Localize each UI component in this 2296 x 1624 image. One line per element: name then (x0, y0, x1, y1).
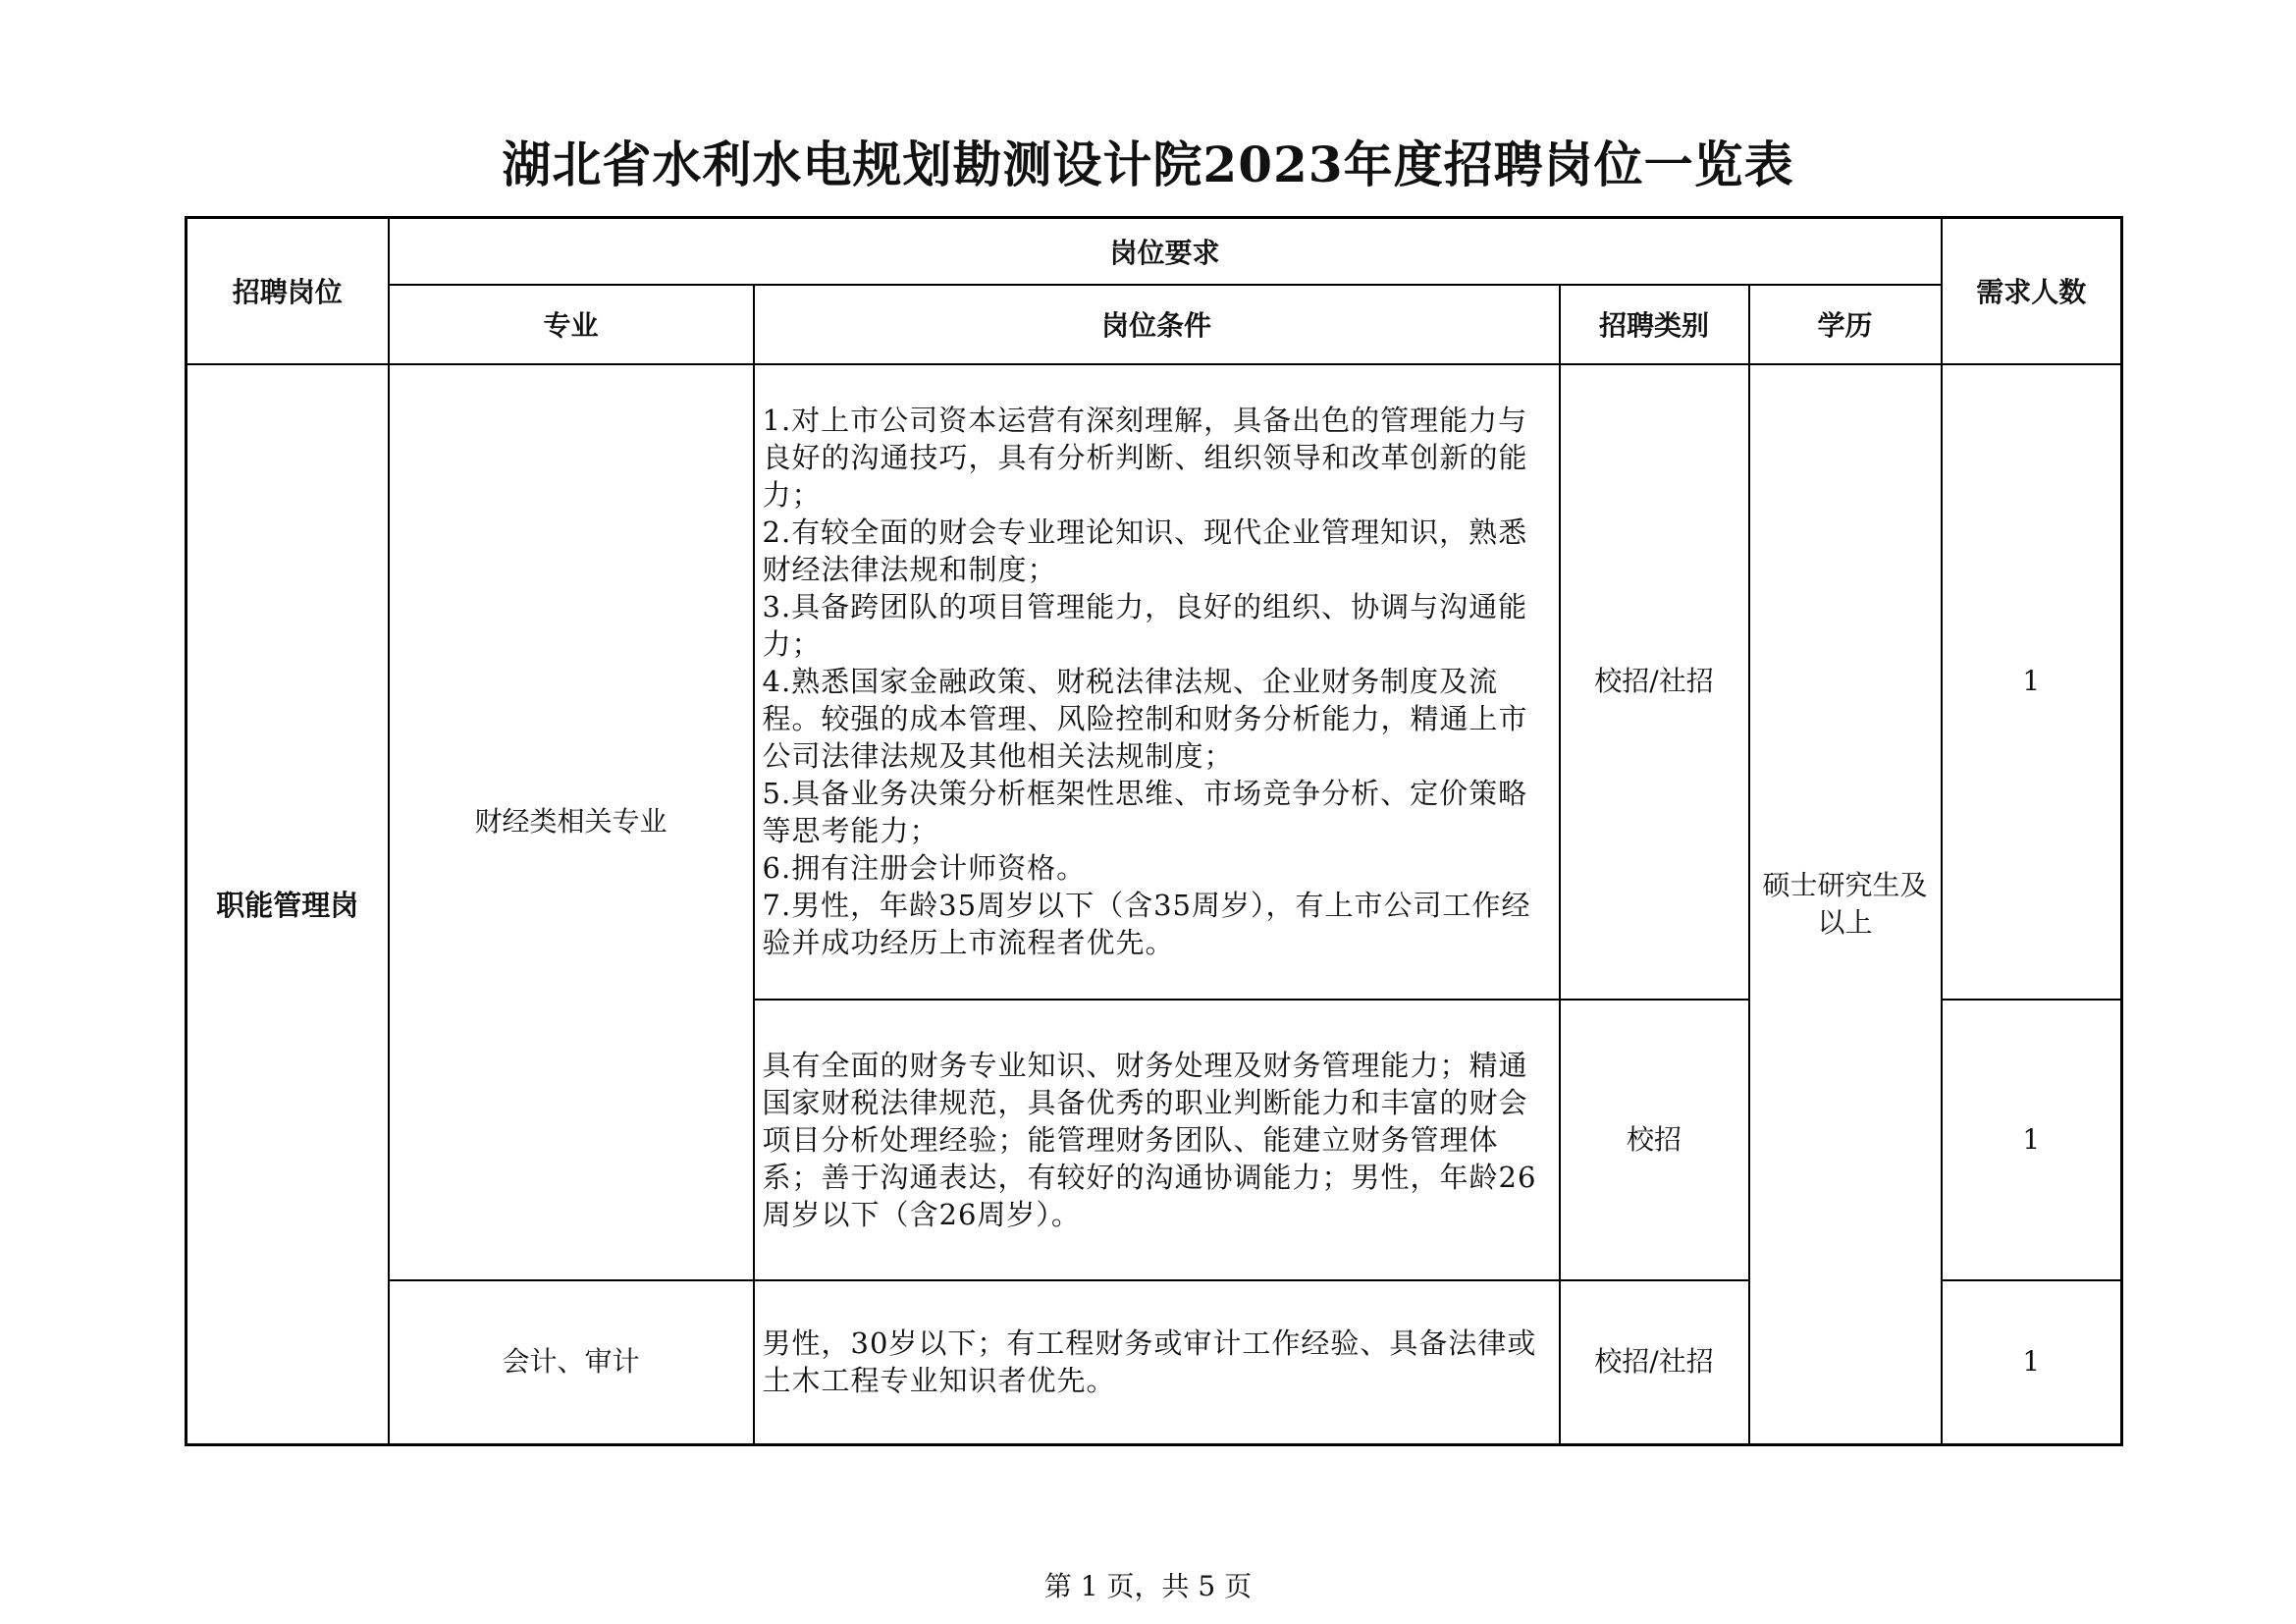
header-recruit-type: 招聘类别 (1560, 285, 1749, 364)
condition-item: 6.拥有注册会计师资格。 (762, 851, 1087, 885)
condition-item: 4.熟悉国家金融政策、财税法律法规、企业财务制度及流程。较强的成本管理、风险控制和财务分析能力，精通上市公司法律法规及其他相关法规制度； (762, 665, 1528, 773)
header-major: 专业 (389, 285, 754, 364)
condition-item: 5.具备业务决策分析框架性思维、市场竞争分析、定价策略等思考能力； (762, 777, 1528, 847)
header-row-1 (187, 218, 2122, 285)
education-cell: 硕士研究生及以上 (1749, 364, 1942, 1445)
condition-item: 7.男性，年龄35周岁以下（含35周岁），有上市公司工作经验并成功经历上市流程者优先。 (762, 889, 1531, 959)
header-requirements: 岗位要求 (389, 218, 1942, 285)
recruit-type-cell: 校招/社招 (1560, 364, 1749, 1000)
condition-item: 具有全面的财务专业知识、财务处理及财务管理能力；精通国家财税法律规范，具备优秀的职业判断能力和丰富的财会项目分析处理经验；能管理财务团队、能建立财务管理体系；善于沟通表达，有较好的沟通协调能力；男性，年龄26周岁以下（含26周岁）。 (762, 1048, 1537, 1231)
condition-item: 3.具备跨团队的项目管理能力，良好的组织、协调与沟通能力； (762, 590, 1528, 661)
recruitment-table (185, 216, 2123, 1446)
conditions-cell (754, 364, 1560, 1000)
conditions-cell (754, 1000, 1560, 1280)
page-footer: 第 1 页，共 5 页 (1043, 1570, 1253, 1602)
headcount-cell: 1 (1942, 364, 2122, 1000)
table-row (187, 364, 2122, 1000)
headcount-cell: 1 (1942, 1000, 2122, 1280)
page-title: 湖北省水利水电规划勘测设计院2023年度招聘岗位一览表 (502, 135, 1794, 193)
header-position: 招聘岗位 (187, 218, 389, 364)
header-education: 学历 (1749, 285, 1942, 364)
condition-item: 1.对上市公司资本运营有深刻理解，具备出色的管理能力与良好的沟通技巧，具有分析判断、组织领导和改革创新的能力； (762, 404, 1528, 512)
major-cell: 财经类相关专业 (389, 364, 754, 1280)
recruit-type-cell: 校招 (1560, 1000, 1749, 1280)
header-row-2 (187, 285, 2122, 364)
position-name: 职能管理岗 (187, 364, 389, 1445)
headcount-cell: 1 (1942, 1280, 2122, 1445)
conditions-cell (754, 1280, 1560, 1445)
recruit-type-cell: 校招/社招 (1560, 1280, 1749, 1445)
condition-item: 2.有较全面的财会专业理论知识、现代企业管理知识，熟悉财经法律法规和制度； (762, 515, 1528, 586)
header-conditions: 岗位条件 (754, 285, 1560, 364)
major-cell: 会计、审计 (389, 1280, 754, 1445)
header-headcount: 需求人数 (1942, 218, 2122, 364)
condition-item: 男性，30岁以下；有工程财务或审计工作经验、具备法律或土木工程专业知识者优先。 (762, 1326, 1537, 1398)
